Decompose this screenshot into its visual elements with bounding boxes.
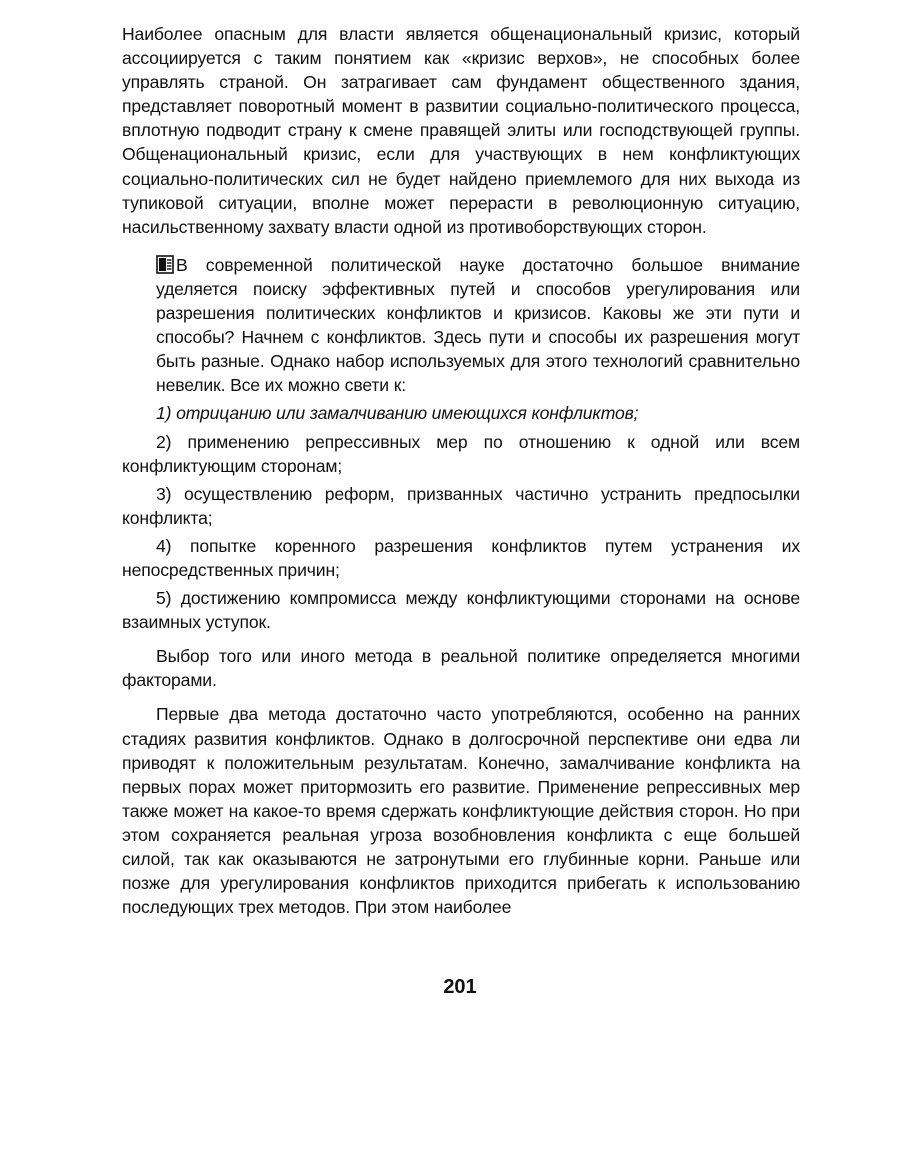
paragraph-methods-text: В современной политической науке достаточно большое внимание уделяется поиску эффективных путей и способов урегулирования или разрешения политических конфликтов и кризисов. Каковы же эти пути и способы? Начнем с конфликтов. Здесь пути и способы их разрешения могут быть разные. Однако набор используемых для этого технологий сравнительно невелик. Все их можно свети к: xyxy=(156,254,800,396)
paragraph-first-methods: Первые два метода достаточно часто употребляются, особенно на ранних стадиях развития конфликтов. Однако в долгосрочной перспективе они едва ли приводят к положительным результатам. Конечно, замалчивание конфликта на первых порах может притормозить его развитие. Применение репрессивных мер также может на какое-то время сдержать конфликтующие действия сторон. Но при этом сохраняется реальная угроза возобновления конфликта с еще большей силой, так как оказываются не затронутыми его глубинные корни. Раньше или позже для урегулирования конфликтов приходится прибегать к использованию последующих трех методов. При этом наиболее xyxy=(122,704,800,918)
paragraph-choice: Выбор того или иного метода в реальной политике определяется многими факторами. xyxy=(122,646,800,691)
list-item-4: 4) попытке коренного разрешения конфликтов путем устранения их непосредственных причин; xyxy=(122,535,800,580)
paragraph-crisis: Наиболее опасным для власти является общенациональный кризис, который ассоциируется с таким понятием как «кризис верхов», не способных более управлять страной. Он затрагивает сам фундамент общественного здания, представляет поворотный момент в развитии социально-политического процесса, вплотную подводит страну к смене правящей элиты или господствующей группы. Общенациональный кризис, если для участвующих в нем конфликтующих социально-политических сил не будет найдено приемлемого для них выхода из тупиковой ситуации, вполне может перерасти в революционную ситуацию, насильственному захвату власти одной из противоборствующих сторон. xyxy=(122,24,800,237)
bookmark-icon xyxy=(156,255,174,274)
page-number: 201 xyxy=(443,976,477,998)
list-item-2: 2) применению репрессивных мер по отношению к одной или всем конфликтующим сторонам; xyxy=(122,431,800,476)
paragraph-methods-intro xyxy=(156,253,800,398)
list-item-3: 3) осуществлению реформ, призванных частично устранить предпосылки конфликта; xyxy=(122,483,800,528)
list-item-5: 5) достижению компромисса между конфликтующими сторонами на основе взаимных уступок. xyxy=(122,588,800,633)
list-item-1: 1) отрицанию или замалчиванию имеющихся конфликтов; xyxy=(156,403,639,424)
text-body xyxy=(122,22,800,919)
